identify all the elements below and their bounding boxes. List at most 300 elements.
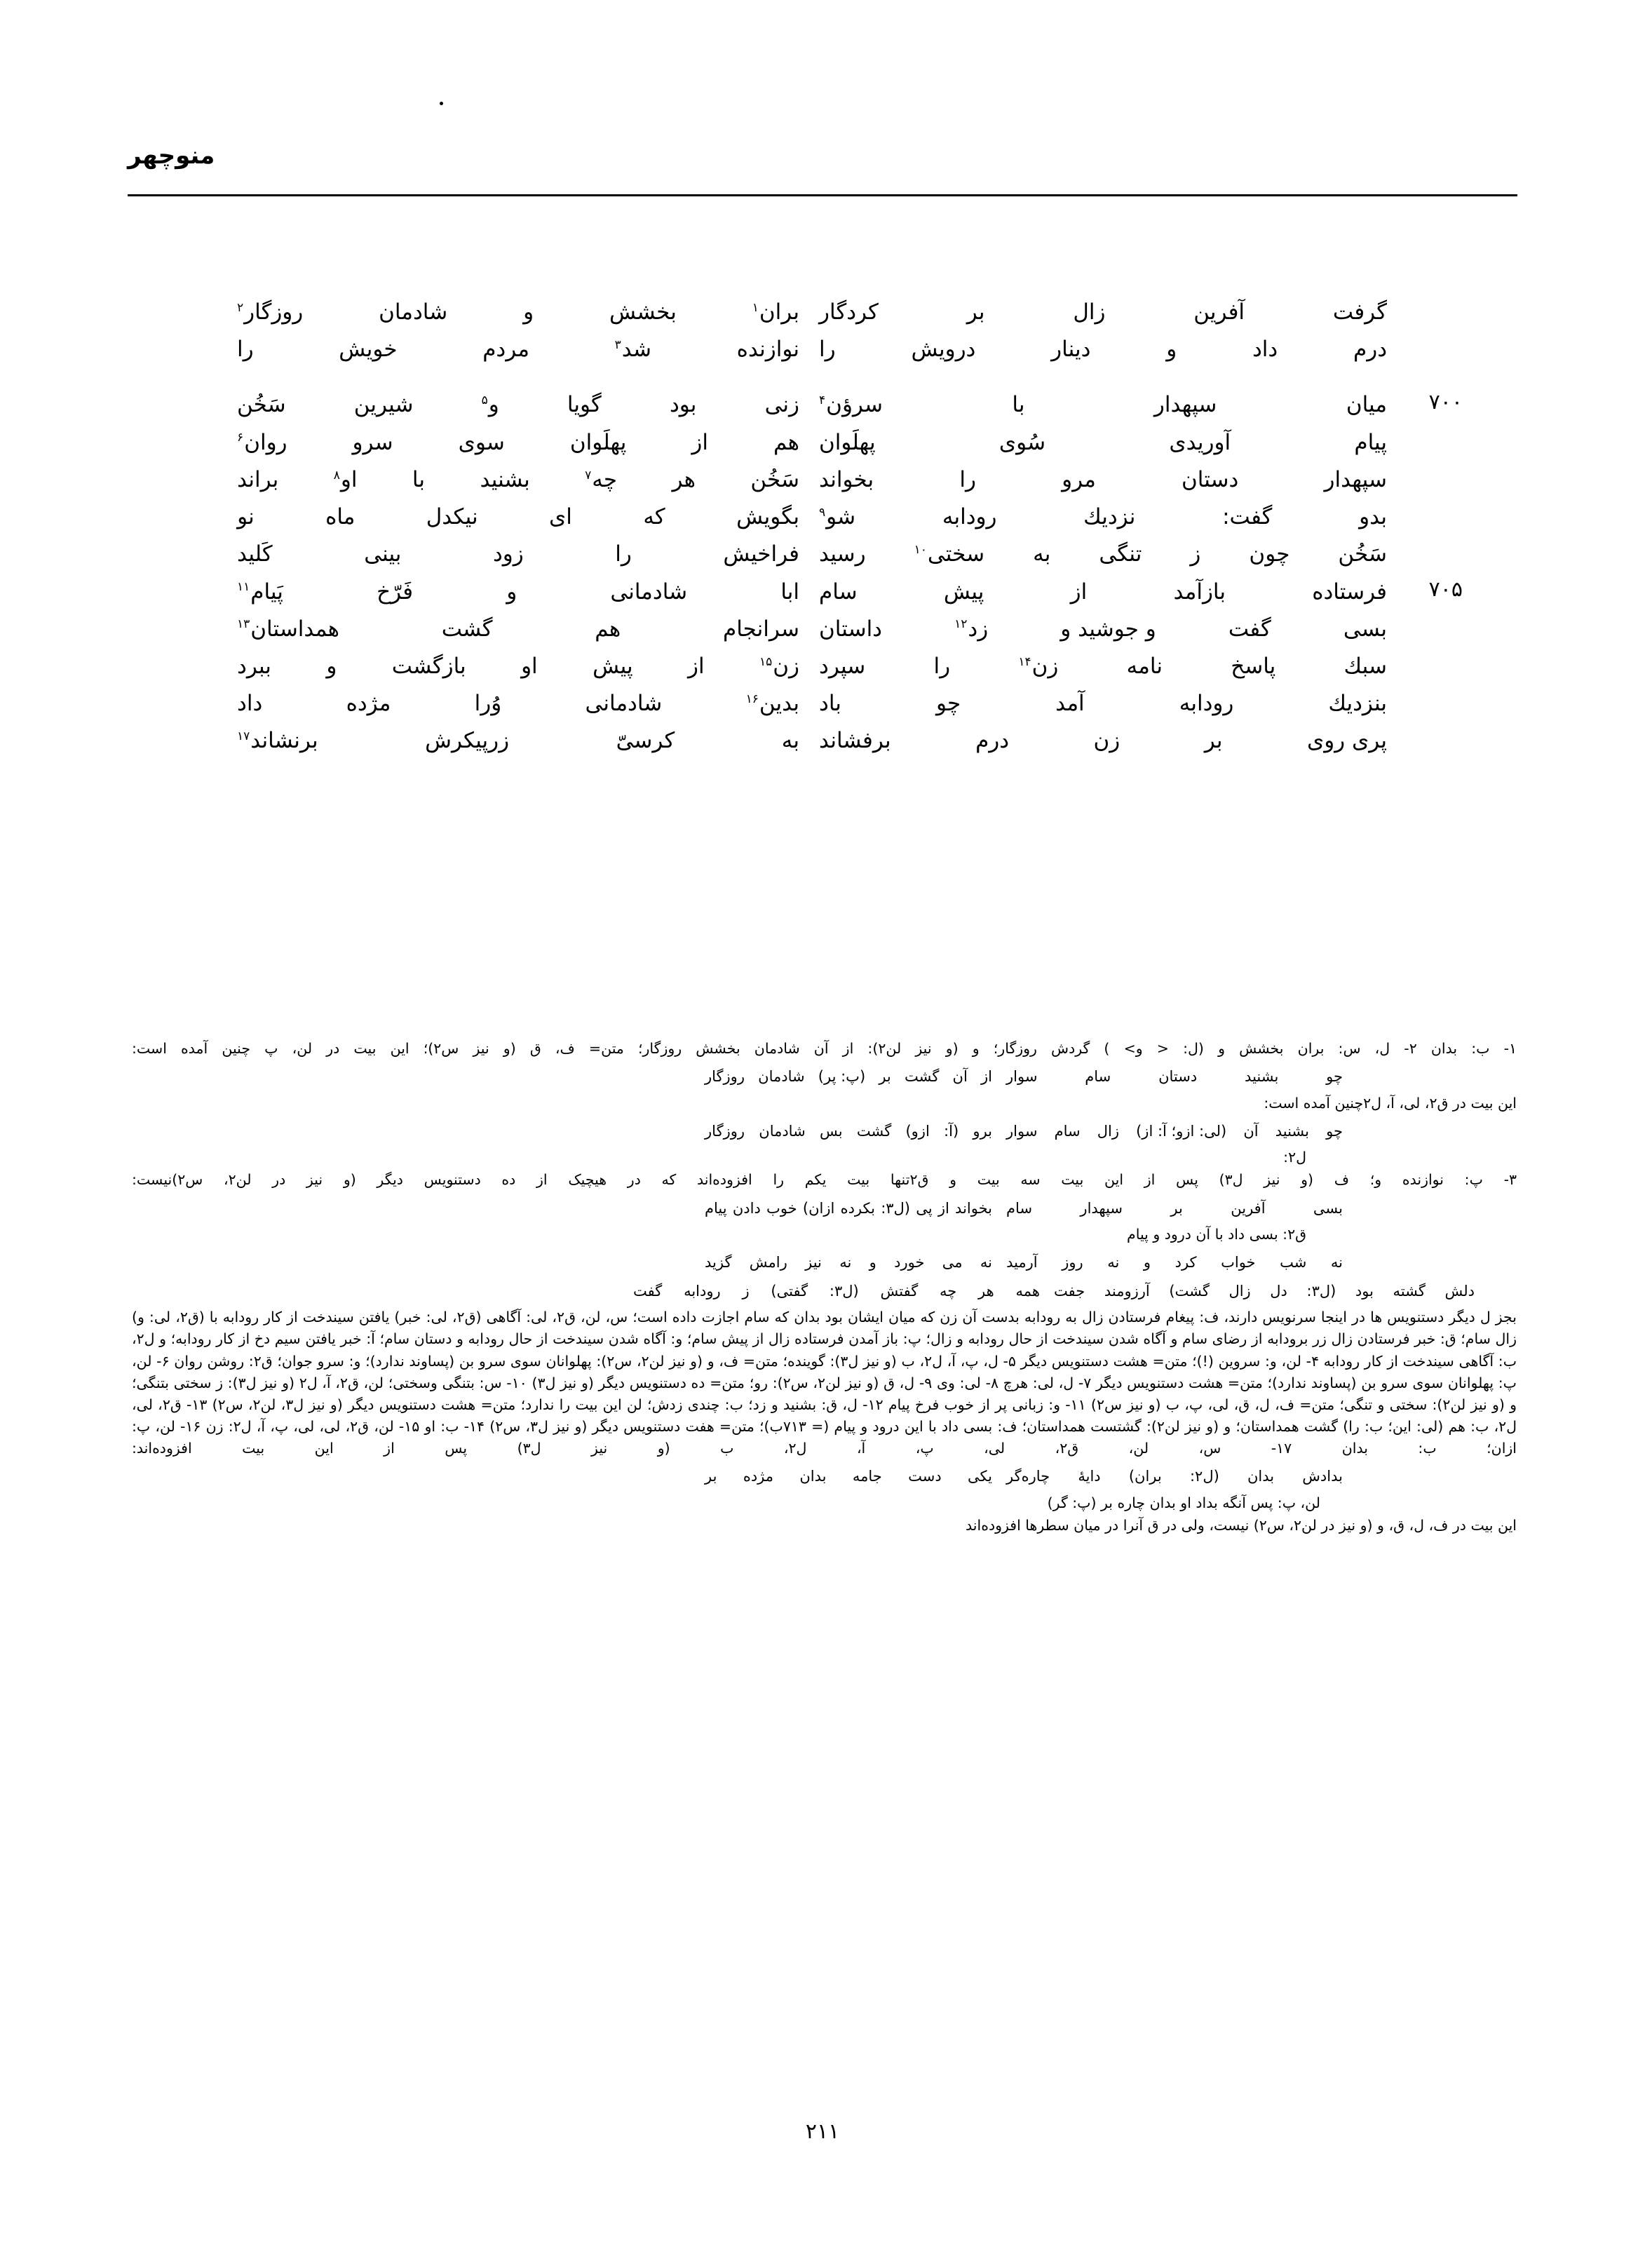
verse-number <box>1387 686 1465 690</box>
inset-verse-5 <box>132 1281 1517 1303</box>
inset-verse-word: بدادش <box>1302 1468 1343 1485</box>
inset-verse-word: آفرین <box>1231 1199 1266 1217</box>
verse-word: نزدیك <box>1083 504 1136 530</box>
inset-verse-word: جفت <box>1054 1282 1085 1300</box>
inset-verse-word: بدان <box>1247 1468 1275 1485</box>
inset-verse-word: گشت <box>856 1122 892 1140</box>
verse-word: که <box>643 504 665 530</box>
inset-verse-word: روزگار <box>705 1122 745 1140</box>
verse-word: هر <box>672 466 696 492</box>
inset-verse-word: گفت <box>633 1282 663 1300</box>
hemistich-left <box>237 686 819 721</box>
verse-word: سرو <box>352 429 393 455</box>
inset-verse-word: سوار <box>1006 1068 1038 1086</box>
verse-word: سپهدار <box>1153 392 1217 418</box>
verse-word: تنگی <box>1099 541 1142 567</box>
verse-word: بود <box>669 392 697 418</box>
verse-word: زن$^{۱۵}$ <box>759 653 799 679</box>
footnote-marker: ۵ <box>481 393 488 408</box>
verse-word: سُوی <box>998 429 1046 455</box>
verse-word: نامه <box>1126 653 1163 679</box>
verse-row <box>217 649 1465 684</box>
verse-word: داد <box>237 691 263 717</box>
inset-hemistich-left <box>633 1281 1054 1303</box>
inset-verse-word: آن <box>1243 1122 1259 1140</box>
footnote-marker: ۱۷ <box>237 729 250 744</box>
verse-word: بر <box>1204 728 1223 754</box>
verse-word: وُرا <box>474 691 502 717</box>
inset-verse-word: گفتش <box>880 1282 919 1300</box>
inset-verse-word: سام <box>1006 1199 1033 1217</box>
verse-word: بینی <box>364 541 402 567</box>
verse-word: میان <box>1346 392 1387 418</box>
verse-word: زن <box>1093 728 1121 754</box>
hemistich-right <box>819 723 1387 758</box>
hemistich-left <box>237 612 819 647</box>
inset-verse-word: از <box>981 1068 992 1086</box>
verse-row <box>217 499 1465 534</box>
inset-verse-word: ز <box>742 1282 750 1300</box>
verse-row <box>217 295 1465 330</box>
inset-verse-word: سام <box>1054 1122 1081 1140</box>
inset-verse-word: سام <box>1085 1068 1111 1086</box>
inset-verse-word: دایهٔ <box>1078 1468 1101 1485</box>
critical-apparatus <box>132 1038 1517 1537</box>
inset-verse-word: از <box>937 1199 949 1217</box>
verse-word: بران$^۱$ <box>752 299 799 325</box>
hemistich-left <box>237 425 819 460</box>
verse-word: به <box>1033 541 1051 567</box>
verse-number <box>1387 723 1465 727</box>
verse-word: سبك <box>1343 653 1387 679</box>
inset-verse-word: زال <box>1097 1122 1119 1140</box>
footnote-final-line: این بیت در ف، ل، ق، و (و نیز در لن۲، س۲) نیست، ولی در ق آنرا در میان سطرها افزوده‌اند <box>966 1517 1517 1534</box>
inset-verse-word: بران) <box>1128 1468 1162 1485</box>
verse-row <box>217 536 1465 572</box>
verse-word: زرپیکرش <box>425 728 510 754</box>
footnote-marker: ۳ <box>614 337 621 352</box>
verse-word: دینار <box>1051 337 1091 363</box>
footnote-marker: ۹ <box>819 505 826 520</box>
inset-verse-word: رودابه <box>684 1282 721 1300</box>
inset-verse-word: چو <box>1326 1122 1343 1140</box>
verse-word: بنزدیك <box>1328 691 1387 717</box>
hemistich-right <box>819 462 1387 497</box>
inset-verse-word: دادن <box>732 1199 761 1217</box>
verse-word: کردگار <box>819 299 879 325</box>
verse-word: باد <box>819 691 841 717</box>
verse-word: چون <box>1249 541 1290 567</box>
inset-verse-word: برو <box>973 1122 992 1140</box>
inset-verse-word: سوار <box>1006 1122 1038 1140</box>
inset-hemistich-right <box>1006 1066 1343 1088</box>
verse-word: نو <box>237 504 255 530</box>
inset-verse-word: خوب <box>766 1199 797 1217</box>
verse-word: سپهدار <box>1324 466 1387 492</box>
footnote-marker: ۶ <box>237 431 244 445</box>
hemistich-left <box>237 462 819 497</box>
inset-verse-word: آرزومند <box>1104 1282 1150 1300</box>
inset-verse-word: گشت) <box>1169 1282 1210 1300</box>
inset-verse-word: نه <box>1107 1254 1120 1271</box>
inset-verse-word: جامه <box>852 1468 882 1485</box>
inset-hemistich-right <box>1006 1121 1343 1143</box>
verse-row <box>217 612 1465 647</box>
hemistich-right <box>819 387 1387 422</box>
inset-verse-word: (ل۲: <box>1189 1468 1219 1485</box>
verse-row <box>217 686 1465 721</box>
verse-number <box>1387 649 1465 653</box>
inset-verse-word: و <box>1143 1254 1151 1271</box>
verse-word: ماه <box>325 504 356 530</box>
footnote-marker: ۱۴ <box>1018 654 1031 669</box>
verse-word: با <box>412 466 425 492</box>
inset-verse-word: دست <box>908 1468 942 1485</box>
inset-verse-word: نه <box>1330 1254 1343 1271</box>
verse-word: بازآمد <box>1173 579 1226 605</box>
verse-word: را <box>959 466 976 492</box>
inset-verse-word: بود <box>1355 1282 1374 1300</box>
inset-verse-word: گزید <box>705 1254 732 1271</box>
verse-word: کرسیّ <box>616 728 675 754</box>
inset-verse-word: زال <box>1228 1282 1251 1300</box>
inset-hemistich-right <box>1054 1281 1475 1303</box>
inset-verse-word: چاره‌گر <box>1006 1468 1050 1485</box>
verse-word: و$^۵$ <box>481 392 499 418</box>
verse-word: داستان <box>819 616 882 642</box>
verse-word: فَرّخ <box>377 579 414 605</box>
verse-word: زود <box>492 541 524 567</box>
verse-word: هم <box>773 429 799 455</box>
inset-verse-word: می <box>942 1254 963 1271</box>
verse-number <box>1387 612 1465 616</box>
inset-verse-word: گشت <box>904 1068 940 1086</box>
footnote-marker: ۱ <box>752 300 759 315</box>
verse-word: پَیام$^{۱۱}$ <box>237 579 283 605</box>
inset-hemistich-left <box>705 1121 1006 1143</box>
inset-verse-word: خواب <box>1221 1254 1256 1271</box>
verse-word: پاسخ <box>1231 653 1276 679</box>
inset-verse-word: بر <box>1170 1199 1183 1217</box>
inset-verse-word: دلش <box>1444 1282 1475 1300</box>
footnote-marker: ۲ <box>237 300 244 315</box>
verse-word: بشنید <box>480 466 530 492</box>
verse-number <box>1387 462 1465 466</box>
stanza-gap <box>217 369 1465 387</box>
verse-word: سَخُن <box>237 392 286 418</box>
verse-word: شو$^۹$ <box>819 504 856 530</box>
verse-row <box>217 723 1465 758</box>
footnote-paragraph-main: بجز ل دیگر دستنویس ها در اینجا سرنویس دارند، ف: پیغام فرستادن زال به رودابه بدست آن زن که میان ایشان بود بدان که سام اجازت داده است؛ س، لن، ق۲، لی: آگاهی (ق۲، لی: خبر) یافتن سیندخت از کار رودابه با (ق۲، لی: و) زال سام؛ ق: خبر فرستادن زال زر برودابه از رضای سام و آگاه شدن سیندخت از حال رودابه و زال؛ پ: باز آمدن فرستاده زال از پیش سام؛ و: آگاه شدن سیندخت از حال رودابه و دستان سام؛ آ: خبر یافتن سیم دخ از کار رودابه؛ و ل۲، ب: آگاهی سیندخت از کار رودابه ۴- لن، و: سروین (!)؛ متن= هشت دستنویس دیگر ۵- ل، پ، آ، ل۲، ب (و نیز ل۳): گوینده؛ متن= ف، و (و نیز لن۲، س۲): پهلوانان سوی سرو بن (پساوند ندارد)؛ و: سرو جوان؛ ق۲: روشن روان ۶- لن، پ: پهلوانان سوی سرو بن (پساوند ندارد)؛ متن= هشت دستنویس دیگر ۷- ل، لی: هرچ ۸- لی: وی ۹- ل، ق (و نیز لن۲، س۲): رو؛ متن= ده دستنویس دیگر (و نیز ل۳) ۱۰- س: بتنگی وسختی؛ لن، ق۲، آ، ل۲ (و نیز ل۳): ز سختی بتنگی؛ و (و نیز لن۲): سختی و تنگی؛ متن= ف، ل، ق، لی، پ، ب (و نیز س۲) ۱۱- و: زبانی پر از خوب فرخ پیام ۱۲- ل، ق: بشنید و زد؛ ب: چندی زدش؛ لن این بیت را ندارد؛ متن= هشت دستنویس دیگر (و نیز ل۳، لن۲، س۲) ۱۳- ق۲، لی، ل۲، ب: هم (لی: این؛ ب: را) گشت همداستان؛ و (و نیز لن۲): گشتست همداستان؛ ف: بسی داد با این درود و پیام (= ۷۱۳ب)؛ متن= هفت دستنویس دیگر (و نیز ل۳، س۲) ۱۴- ب: او ۱۵- لن، ق۲، لی، لی، پ، آ، ل۲: زن ۱۶- لن، پ: ازان؛ ب: بدان ۱۷- س، لن، ق۲، لی، پ، آ، ل۲، ب (و نیز ل۳) پس از این بیت افزوده‌اند: <box>132 1309 1517 1457</box>
verse-word: را <box>819 337 836 363</box>
inset-verse-word: آرمید <box>1006 1254 1038 1271</box>
verse-number: ۷۰۰ <box>1428 390 1463 415</box>
verse-word: درم <box>975 728 1010 754</box>
hemistich-left <box>237 295 819 330</box>
hemistich-left <box>237 332 819 367</box>
inset-verse-word: روز <box>1062 1254 1083 1271</box>
footnote-line-3: ۳- پ: نوازنده و؛ ف (و نیز ل۳) پس از این بیت سه بیت و ق۲تنها بیت یکم را افزوده‌اند که در هیچیک از ده دستنویس دیگر (و نیز در لن۲، س۲)نیست: <box>132 1171 1517 1189</box>
verse-word: چو <box>935 691 961 717</box>
verse-word: پهلَوان <box>569 429 627 455</box>
verse-number: ۷۰۵ <box>1428 576 1463 602</box>
footnote-marker: ۱۱ <box>237 580 250 595</box>
verse-word: آفرین <box>1193 299 1245 325</box>
footnote-marker: ۱۳ <box>237 617 250 632</box>
inset-verse-word: نه <box>839 1254 852 1271</box>
footnote-marker: ۱۶ <box>745 691 759 706</box>
footnote-marker: ۴ <box>819 393 826 408</box>
verse-word: دستان <box>1181 466 1239 492</box>
inset-hemistich-right <box>1006 1466 1343 1488</box>
inset-verse-word: کرد <box>1174 1254 1197 1271</box>
verse-word: درم <box>1353 337 1387 363</box>
inset-verse-word: یکی <box>968 1468 992 1485</box>
inset-verse-word: همه <box>1015 1282 1040 1300</box>
verse-word: آمد <box>1055 691 1085 717</box>
verse-word: کَلید <box>237 541 273 567</box>
verse-word: پیام <box>1354 429 1387 455</box>
inset-verse-word: (ل۳: <box>881 1199 910 1217</box>
inset-verse-word: (ل۳: <box>829 1282 859 1300</box>
inset-verse-word: ازو) <box>905 1122 930 1140</box>
verse-word: به <box>781 728 799 754</box>
inset-verse-3-variant: ق۲: بسی داد با آن درود و پیام <box>1127 1226 1306 1243</box>
inset-hemistich-left <box>705 1252 1006 1274</box>
verse-row <box>217 332 1465 367</box>
hemistich-right <box>819 499 1387 534</box>
verse-number <box>1387 499 1465 504</box>
verse-word: شادمان <box>379 299 448 325</box>
footnote-line-1: ۱- ب: بدان ۲- ل، س: بران بخشش و (ل: < و> ) گردش روزگار؛ و (و نیز لن۲): از آن شادمان بخشش روزگار؛ متن= ف، ق (و نیز س۲)؛ این بیت در لن، پ چنین آمده است: <box>132 1040 1517 1057</box>
inset-verse-word: پی <box>916 1199 933 1217</box>
inset-verse-word: بشنید <box>1245 1068 1279 1086</box>
footnote-line-2: این بیت در ق۲، لی، آ، ل۲چنین آمده است: <box>1264 1094 1517 1112</box>
inset-verse-word: سپهدار <box>1080 1199 1123 1217</box>
verse-word: بخواند <box>819 466 874 492</box>
registration-dot <box>440 102 443 105</box>
verse-word: را <box>933 653 951 679</box>
verse-word: پیش <box>593 653 633 679</box>
verse-word: مردم <box>482 337 529 363</box>
verse-word: از <box>687 653 705 679</box>
page-header <box>128 144 1517 228</box>
inset-verse-word: بسی <box>1313 1199 1343 1217</box>
verse-word: نیکدل <box>426 504 478 530</box>
inset-verse-word: (لی: ازو؛ آ: از) <box>1136 1122 1227 1140</box>
verse-word: گشت <box>441 616 493 642</box>
verse-word: شادمانی <box>610 579 688 605</box>
inset-hemistich-left <box>705 1466 1006 1488</box>
hemistich-right <box>819 686 1387 721</box>
inset-verse-4 <box>132 1252 1517 1274</box>
inset-verse-word: بر <box>879 1068 891 1086</box>
inset-verse-word: چو <box>1326 1068 1343 1086</box>
inset-verse-word: گشته <box>1393 1282 1426 1300</box>
verse-number <box>1387 536 1465 541</box>
verse-word: از <box>691 429 709 455</box>
hemistich-right <box>819 612 1387 647</box>
hemistich-left <box>237 574 819 609</box>
verse-word: رودابه <box>942 504 997 530</box>
inset-hemistich-left <box>705 1198 1006 1220</box>
running-head: منوچهر <box>128 142 215 170</box>
inset-verse-6-variant: لن، پ: پس آنگه بداد او بدان چاره بر (پ: گر) <box>1047 1494 1320 1511</box>
verse-word: پهلَوان <box>819 429 876 455</box>
verse-word: شیرین <box>353 392 414 418</box>
verse-word: سرانجام <box>723 616 799 642</box>
verse-word: سختی$^{۱۰}$ <box>914 541 985 567</box>
verse-word: بدو <box>1359 504 1387 530</box>
verse-number <box>1387 295 1465 299</box>
inset-verse-word: دستان <box>1158 1068 1198 1086</box>
inset-verse-1 <box>132 1066 1517 1088</box>
inset-verse-word: بدان <box>799 1468 827 1485</box>
verse-word: مرو <box>1062 466 1096 492</box>
verse-word: و <box>506 579 517 605</box>
verse-word: نوازنده <box>736 337 799 363</box>
inset-verse-word: روزگار <box>705 1068 745 1086</box>
verse-word: گفت: <box>1222 504 1273 530</box>
hemistich-right <box>819 574 1387 609</box>
verse-word: و <box>1166 337 1177 363</box>
verse-word: بسی <box>1343 616 1387 642</box>
verse-word: شد$^۳$ <box>614 337 651 363</box>
verse-word: درویش <box>911 337 976 363</box>
hemistich-left <box>237 499 819 534</box>
inset-verse-word: بر <box>705 1468 717 1485</box>
inset-verse-word: شادمان <box>759 1122 806 1140</box>
verse-word: بازگشت <box>391 653 466 679</box>
verse-word: گرفت <box>1332 299 1387 325</box>
inset-verse-6 <box>132 1466 1517 1488</box>
verse-word: بر <box>966 299 985 325</box>
verse-word: را <box>615 541 632 567</box>
verse-word: سَخُن <box>750 466 799 492</box>
verse-word: ببرد <box>237 653 271 679</box>
inset-verse-word: پیام <box>705 1199 727 1217</box>
footnote-marker: ۱۰ <box>914 542 927 557</box>
verse-word: پیش <box>943 579 984 605</box>
verse-number <box>1387 425 1465 429</box>
verse-word: زد$^{۱۲}$ <box>954 616 989 642</box>
inset-verse-word: چه <box>940 1282 957 1300</box>
verse-row <box>217 574 1465 609</box>
verse-word: گفت <box>1228 616 1271 642</box>
inset-verse-3 <box>132 1198 1517 1220</box>
verse-word: سرؤن$^۴$ <box>819 392 883 418</box>
inset-verse-word: (ل۳: <box>1306 1282 1336 1300</box>
verse-word: رودابه <box>1179 691 1234 717</box>
verse-word: ز <box>1190 541 1201 567</box>
inset-verse-word: رامش <box>749 1254 787 1271</box>
hemistich-right <box>819 649 1387 684</box>
verse-word: پری روی <box>1306 728 1387 754</box>
inset-hemistich-right <box>1006 1198 1343 1220</box>
hemistich-right <box>819 332 1387 367</box>
verse-word: از <box>1070 579 1088 605</box>
verse-word: ابا <box>780 579 799 605</box>
footnote-marker: ۱۲ <box>954 617 968 632</box>
verse-word: زن$^{۱۴}$ <box>1018 653 1059 679</box>
verse-word: شادمانی <box>585 691 663 717</box>
verse-word: فراخیش <box>723 541 799 567</box>
verse-word: گویا <box>567 392 602 418</box>
verse-word: آوریدی <box>1169 429 1231 455</box>
inset-verse-word: گفتی) <box>771 1282 808 1300</box>
verse-word: فرستاده <box>1312 579 1387 605</box>
inset-verse-word: ازان) <box>802 1199 835 1217</box>
verse-word: روان$^۶$ <box>237 429 287 455</box>
inset-hemistich-right <box>1006 1252 1343 1274</box>
inset-verse-word: دل <box>1270 1282 1287 1300</box>
verse-number <box>1387 332 1465 336</box>
verse-word: او <box>521 653 538 679</box>
inset-verse-word: آن <box>952 1068 968 1086</box>
hemistich-left <box>237 723 819 758</box>
verse-word: همداستان$^{۱۳}$ <box>237 616 339 642</box>
inset-verse-word: بخواند <box>955 1199 992 1217</box>
verse-word: سوی <box>458 429 505 455</box>
hemistich-left <box>237 536 819 572</box>
verse-word: او$^۸$ <box>333 466 358 492</box>
inset-verse-word: بشنید <box>1275 1122 1310 1140</box>
inset-verse-word: (آ: <box>944 1122 959 1140</box>
verse-word: بگویش <box>736 504 799 530</box>
verse-word: خویش <box>339 337 398 363</box>
inset-hemistich-left <box>705 1066 1006 1088</box>
verse-word: سپرد <box>819 653 866 679</box>
inset-verse-word: شب <box>1280 1254 1307 1271</box>
inset-verse-word: (پ: پر) <box>818 1068 866 1086</box>
inset-verse-word: بکرده <box>840 1199 875 1217</box>
verse-word: بدین$^{۱۶}$ <box>745 691 799 717</box>
folio-number: ۲۱۱ <box>805 2119 840 2144</box>
verse-word: ای <box>549 504 572 530</box>
inset-verse-word: شادمان <box>758 1068 805 1086</box>
verse-word: و <box>326 653 337 679</box>
verse-block <box>217 295 1465 761</box>
verse-word: سَخُن <box>1338 541 1387 567</box>
verse-word: بخشش <box>609 299 677 325</box>
verse-word: زال <box>1073 299 1106 325</box>
inset-verse-word: هر <box>978 1282 994 1300</box>
verse-word: و جوشید و <box>1060 616 1156 642</box>
verse-word: برفشاند <box>819 728 891 754</box>
verse-word: هم <box>595 616 621 642</box>
verse-word: زنی <box>764 392 799 418</box>
inset-verse-word: خورد <box>894 1254 925 1271</box>
verse-word: برنشاند$^{۱۷}$ <box>237 728 318 754</box>
inset-verse-word: و <box>869 1254 876 1271</box>
header-rule <box>128 194 1517 196</box>
verse-row <box>217 387 1465 422</box>
hemistich-right <box>819 536 1387 572</box>
inset-verse-2-variant: ل۲: <box>1283 1149 1306 1166</box>
verse-word: مژده <box>346 691 391 717</box>
verse-word: سام <box>819 579 858 605</box>
verse-word: چه$^۷$ <box>585 466 618 492</box>
verse-word: رسید <box>819 541 866 567</box>
hemistich-left <box>237 387 819 422</box>
inset-verse-2 <box>132 1121 1517 1143</box>
verse-word: براند <box>237 466 279 492</box>
footnote-marker: ۷ <box>585 468 592 482</box>
hemistich-right <box>819 295 1387 330</box>
verse-word: را <box>237 337 254 363</box>
inset-verse-word: مژده <box>743 1468 774 1485</box>
verse-row <box>217 425 1465 460</box>
